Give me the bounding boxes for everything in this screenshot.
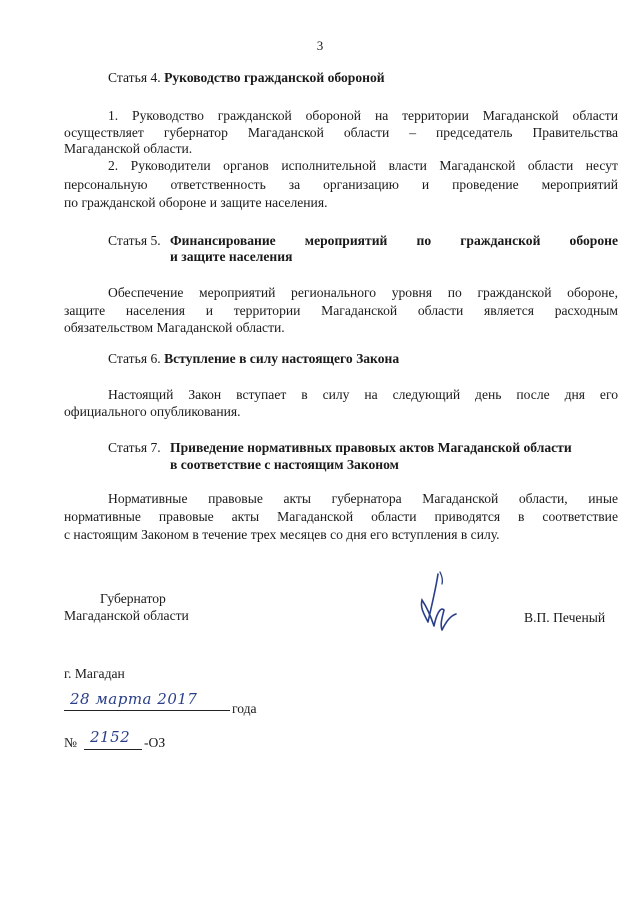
date-suffix: года xyxy=(232,701,257,716)
article-7-prefix: Статья 7. xyxy=(108,440,161,455)
handwritten-signature xyxy=(410,570,470,635)
article-7-p-line1: Нормативные правовые акты губернатора Магаданской области, иные xyxy=(108,491,618,506)
handwritten-number: 2152 xyxy=(90,728,131,746)
article-4-prefix: Статья 4. xyxy=(108,70,161,85)
article-4-p2-line1: 2. Руководители органов исполнительной власти Магаданской области несут xyxy=(108,158,618,173)
signatory-name: В.П. Печеный xyxy=(524,610,606,625)
article-5-p-line3: обязательством Магаданской области. xyxy=(64,320,285,335)
signatory-title-line1: Губернатор xyxy=(100,591,166,606)
number-suffix: -ОЗ xyxy=(144,735,166,750)
article-7-title-line1: Приведение нормативных правовых актов Магаданской области xyxy=(170,440,572,455)
article-6-prefix: Статья 6. xyxy=(108,351,161,366)
article-6-p-line2: официального опубликования. xyxy=(64,404,241,419)
date-underline xyxy=(64,710,230,711)
article-7-title-line2: в соответствие с настоящим Законом xyxy=(170,457,399,472)
signatory-title-line2: Магаданской области xyxy=(64,608,189,623)
article-4-p2-line2: персональную ответственность за организацию и проведение мероприятий xyxy=(64,177,618,192)
article-6-title: Вступление в силу настоящего Закона xyxy=(164,351,400,366)
article-7-p-line2: нормативные правовые акты Магаданской области приводятся в соответствие xyxy=(64,509,618,524)
article-5-p-line2: защите населения и территории Магаданской области является расходным xyxy=(64,303,618,318)
article-5-title-line1: Финансирование мероприятий по гражданской обороне xyxy=(170,233,618,248)
article-5-title-line2: и защите населения xyxy=(170,249,293,264)
number-underline xyxy=(84,749,142,750)
place-of-signing: г. Магадан xyxy=(64,666,125,681)
article-4-p1-line1: 1. Руководство гражданской обороной на территории Магаданской области xyxy=(108,108,618,123)
article-6-p-line1: Настоящий Закон вступает в силу на следующий день после дня его xyxy=(108,387,618,402)
handwritten-date: 28 марта 2017 xyxy=(70,690,198,708)
article-4-title: Руководство гражданской обороной xyxy=(164,70,385,85)
page-number: 3 xyxy=(316,38,324,53)
article-4-p2-line3: по гражданской обороне и защите населения. xyxy=(64,195,328,210)
article-4-p1-line3: Магаданской области. xyxy=(64,141,193,156)
article-7-p-line3: с настоящим Законом в течение трех месяцев со дня его вступления в силу. xyxy=(64,527,500,542)
number-prefix: № xyxy=(64,735,77,750)
article-5-prefix: Статья 5. xyxy=(108,233,161,248)
article-4-heading xyxy=(108,70,385,86)
article-6-heading xyxy=(108,351,399,367)
article-4-p1-line2: осуществляет губернатор Магаданской области – председатель Правительства xyxy=(64,125,618,140)
article-5-p-line1: Обеспечение мероприятий регионального уровня по гражданской обороне, xyxy=(108,285,618,300)
